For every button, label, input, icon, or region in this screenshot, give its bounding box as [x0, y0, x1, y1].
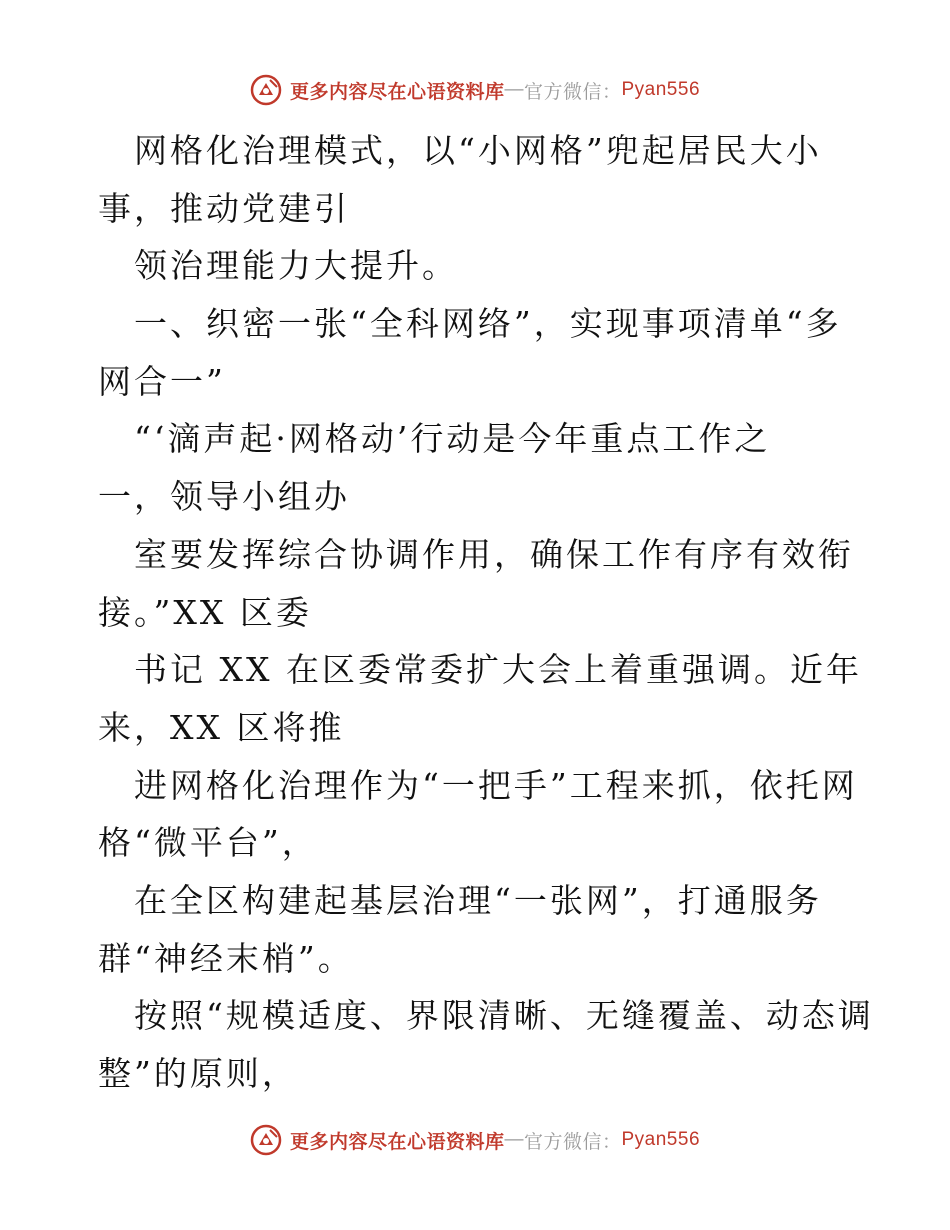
- text-line: 进网格化治理作为“一把手”工程来抓，依托网: [134, 765, 858, 805]
- text-line: 领治理能力大提升。: [134, 246, 458, 286]
- seal-logo-icon: [250, 1124, 282, 1156]
- text-line: 格“微平台”，: [98, 823, 318, 863]
- seal-logo-icon: [250, 74, 282, 106]
- footer-watermark: [0, 1120, 950, 1160]
- text-line: 整”的原则，: [98, 1054, 298, 1093]
- text-line: 室要发挥综合协调作用，确保工作有序有效衔: [134, 534, 854, 574]
- watermark-id: Pyan556: [621, 79, 701, 100]
- body-text: [98, 122, 874, 1103]
- text-line: 网格化治理模式，以“小网格”兜起居民大小: [134, 131, 822, 170]
- text-line: 网合一”: [98, 361, 226, 401]
- text-line: 事，推动党建引: [98, 188, 350, 228]
- text-line: 在全区构建起基层治理“一张网”，打通服务: [134, 880, 822, 920]
- watermark-text: [290, 1127, 700, 1154]
- text-line: 按照“规模适度、界限清晰、无缝覆盖、动态调: [134, 996, 874, 1036]
- watermark-label: 官方微信：: [523, 1130, 622, 1153]
- text-line: 一、织密一张“全科网络”，实现事项清单“多: [134, 304, 842, 344]
- text-line: 书记 XX 在区委常委扩大会上着重强调。近年: [134, 650, 862, 690]
- watermark-text: [290, 77, 700, 104]
- watermark-site: 更多内容尽在心语资料库: [289, 80, 505, 103]
- header-watermark: [0, 70, 950, 110]
- watermark-separator: —: [504, 1129, 524, 1150]
- watermark-label: 官方微信：: [523, 80, 622, 103]
- watermark-site: 更多内容尽在心语资料库: [289, 1130, 505, 1153]
- watermark-id: Pyan556: [621, 1129, 701, 1150]
- watermark-separator: —: [504, 79, 524, 100]
- text-line: 接。”XX 区委: [98, 592, 312, 632]
- text-line: 一，领导小组办: [98, 477, 350, 517]
- text-line: 来，XX 区将推: [98, 707, 345, 747]
- text-line: 群“神经末梢”。: [98, 938, 354, 978]
- text-line: “‘滴声起·网格动’行动是今年重点工作之: [134, 419, 771, 459]
